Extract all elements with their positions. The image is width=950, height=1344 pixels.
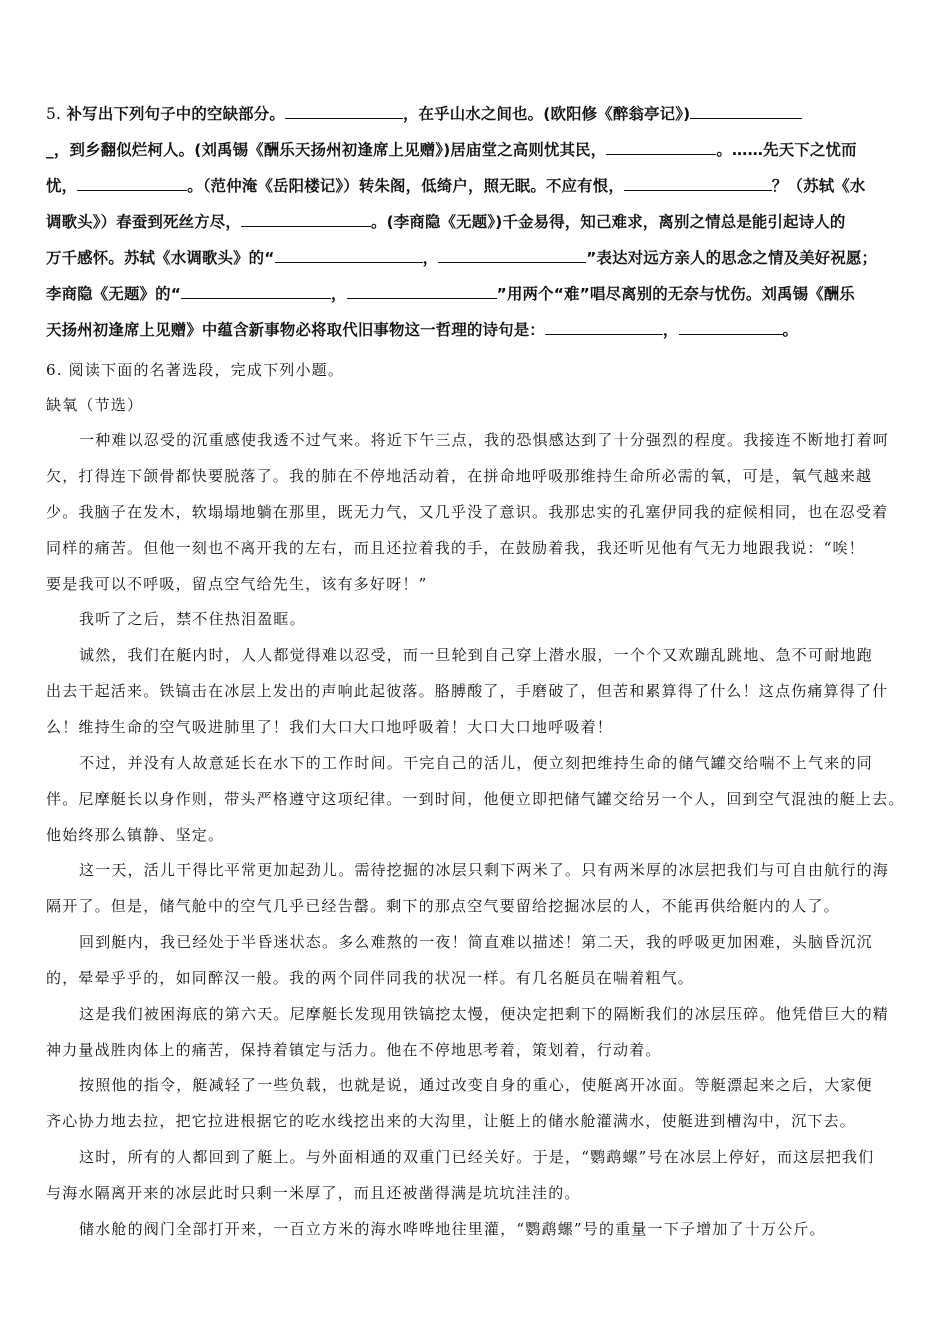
- q5-line-1: [46, 104, 910, 124]
- q5-text: 。(李商隐《无题》)千金易得，知己难求，离别之情总是能引起诗人的: [370, 213, 846, 231]
- passage-line: 诚然，我们在艇内时，人人都觉得难以忍受，而一旦轮到自己穿上潜水服，一个个又欢蹦乱跳地、急不可耐地跑: [79, 646, 873, 664]
- passage-line: 神力量战胜肉体上的痛苦，保持着镇定与活力。他在不停地思考着，策划着，行动着。: [46, 1041, 662, 1059]
- answer-blank[interactable]: [679, 320, 783, 335]
- passage-line: 同样的痛苦。但他一刻也不离开我的左右，而且还拉着我的手，在鼓励着我，我还听见他有气无力地跟我说：“唉！: [46, 539, 865, 557]
- passage-line: 储水舱的阀门全部打开来，一百立方米的海水哗哗地往里灌，“鹦鹉螺”号的重量一下子增加了十万公斤。: [79, 1220, 826, 1238]
- passage-line: 一种难以忍受的沉重感使我透不过气来。将近下午三点，我的恐惧感达到了十分强烈的程度。我接连不断地打着呵: [79, 431, 890, 449]
- answer-blank[interactable]: [241, 212, 371, 227]
- passage-line: 出去干起活来。铁镐击在冰层上发出的声响此起彼落。胳膊酸了，手磨破了，但苦和累算得了什么！这点伤痛算得了什: [46, 682, 889, 700]
- passage-line: 不过，并没有人故意延长在水下的工作时间。干完自己的活儿，便立刻把维持生命的储气罐交给喘不上气来的同: [79, 754, 873, 772]
- q5-text: 调歌头》）春蚕到死丝方尽，: [46, 213, 241, 231]
- passage-line: 少。我脑子在发木，软塌塌地躺在那里，既无力气，又几乎没了意识。我那忠实的孔塞伊同我的症候相同，也在忍受着: [46, 503, 889, 521]
- passage-line: 隔开了。但是，储气舱中的空气几乎已经告罄。剩下的那点空气要留给挖掘冰层的人，不能再供给艇内的人了。: [46, 897, 840, 915]
- answer-blank[interactable]: [438, 248, 586, 263]
- answer-blank[interactable]: [285, 104, 403, 119]
- passage-line: 回到艇内，我已经处于半昏迷状态。多么难熬的一夜！简直难以描述！第二天，我的呼吸更加困难，头脑昏沉沉: [79, 933, 873, 951]
- passage-line: 伴。尼摩艇长以身作则，带头严格遵守这项纪律。一到时间，他便立即把储气罐交给另一个人，回到空气混浊的艇上去。: [46, 790, 905, 808]
- q6-prompt: 6. 阅读下面的名著选段，完成下列小题。: [46, 361, 345, 379]
- passage-line: 我听了之后，禁不住热泪盈眶。: [79, 610, 306, 628]
- q5-text: 万千感怀。苏轼《水调歌头》的“: [46, 249, 275, 267]
- passage-line: 这时，所有的人都回到了艇上。与外面相通的双重门已经关好。于是，“鹦鹉螺”号在冰层上停好，而这层把我们: [79, 1148, 875, 1166]
- q5-text: ”用两个“难”唱尽离别的无奈与忧伤。刘禹锡《酬乐: [496, 285, 855, 303]
- answer-blank[interactable]: [347, 284, 497, 299]
- passage-line: 欠，打得连下颌骨都快要脱落了。我的肺在不停地活动着，在拼命地呼吸那维持生命所必需的氧，可是，氧气越来越: [46, 467, 873, 485]
- answer-blank[interactable]: [690, 104, 802, 119]
- passage-line: 他始终那么镇静、坚定。: [46, 826, 225, 844]
- passage-line: 要是我可以不呼吸，留点空气给先生，该有多好呀！”: [46, 575, 428, 593]
- question-number: 5.: [46, 105, 62, 123]
- passage-line: 这一天，活儿干得比平常更加起劲儿。需待挖掘的冰层只剩下两米了。只有两米厚的冰层把我们与可自由航行的海: [79, 861, 890, 879]
- passage-line: 与海水隔离开来的冰层此时只剩一米厚了，而且还被凿得满是坑坑洼洼的。: [46, 1184, 581, 1202]
- q5-line-5: [46, 248, 910, 268]
- passage-line: 按照他的指令，艇减轻了一些负载，也就是说，通过改变自身的重心，使艇离开冰面。等艇漂起来之后，大家便: [79, 1076, 873, 1094]
- q5-text: 天扬州初逢席上见赠》中蕴含新事物必将取代旧事物这一哲理的诗句是：: [46, 321, 545, 339]
- answer-blank[interactable]: [77, 176, 187, 191]
- q5-text: _，到乡翻似烂柯人。(刘禹锡《酬乐天扬州初逢席上见赠》)居庙堂之高则忧其民，: [46, 141, 607, 159]
- q5-text: 补写出下列句子中的空缺部分。: [66, 105, 285, 123]
- q5-line-7: [46, 320, 910, 340]
- answer-blank[interactable]: [606, 140, 716, 155]
- q5-text: ，: [331, 285, 347, 303]
- passage-title: 缺氧（节选）: [46, 396, 144, 414]
- answer-blank[interactable]: [624, 176, 772, 191]
- answer-blank[interactable]: [275, 248, 423, 263]
- q5-text: 。: [782, 321, 799, 339]
- q5-text: ，: [662, 321, 679, 339]
- q5-text: ，在乎山水之间也。(欧阳修《醉翁亭记》): [402, 105, 691, 123]
- q5-text: ，: [422, 249, 439, 267]
- q5-text: ？（苏轼《水: [771, 177, 866, 195]
- q5-line-3: [46, 176, 910, 196]
- passage-line: 齐心协力地去拉，把它拉进根据它的吃水线挖出来的大沟里，让艇上的储水舱灌满水，使艇进到槽沟中，沉下去。: [46, 1112, 857, 1130]
- passage-line: 么！维持生命的空气吸进肺里了！我们大口大口地呼吸着！大口大口地呼吸着！: [46, 718, 614, 736]
- q5-line-4: [46, 212, 910, 232]
- q5-line-6: [46, 284, 910, 304]
- answer-blank[interactable]: [545, 320, 663, 335]
- q5-text: ”表达对远方亲人的思念之情及美好祝愿；: [586, 249, 878, 267]
- q5-text: 。（范仲淹《岳阳楼记》）转朱阁，低绮户，照无眠。不应有恨，: [187, 177, 624, 195]
- q5-text: 李商隐《无题》的“: [46, 285, 182, 303]
- q5-text: 。……先天下之忧而: [716, 141, 857, 159]
- answer-blank[interactable]: [181, 284, 331, 299]
- q5-text: 忧，: [46, 177, 78, 195]
- passage-line: 的，晕晕乎乎的，如同醉汉一般。我的两个同伴同我的状况一样。有几名艇员在喘着粗气。: [46, 969, 695, 987]
- q5-line-2: [46, 140, 910, 160]
- passage-line: 这是我们被困海底的第六天。尼摩艇长发现用铁镐挖太慢，便决定把剩下的隔断我们的冰层压碎。他凭借巨大的精: [79, 1005, 890, 1023]
